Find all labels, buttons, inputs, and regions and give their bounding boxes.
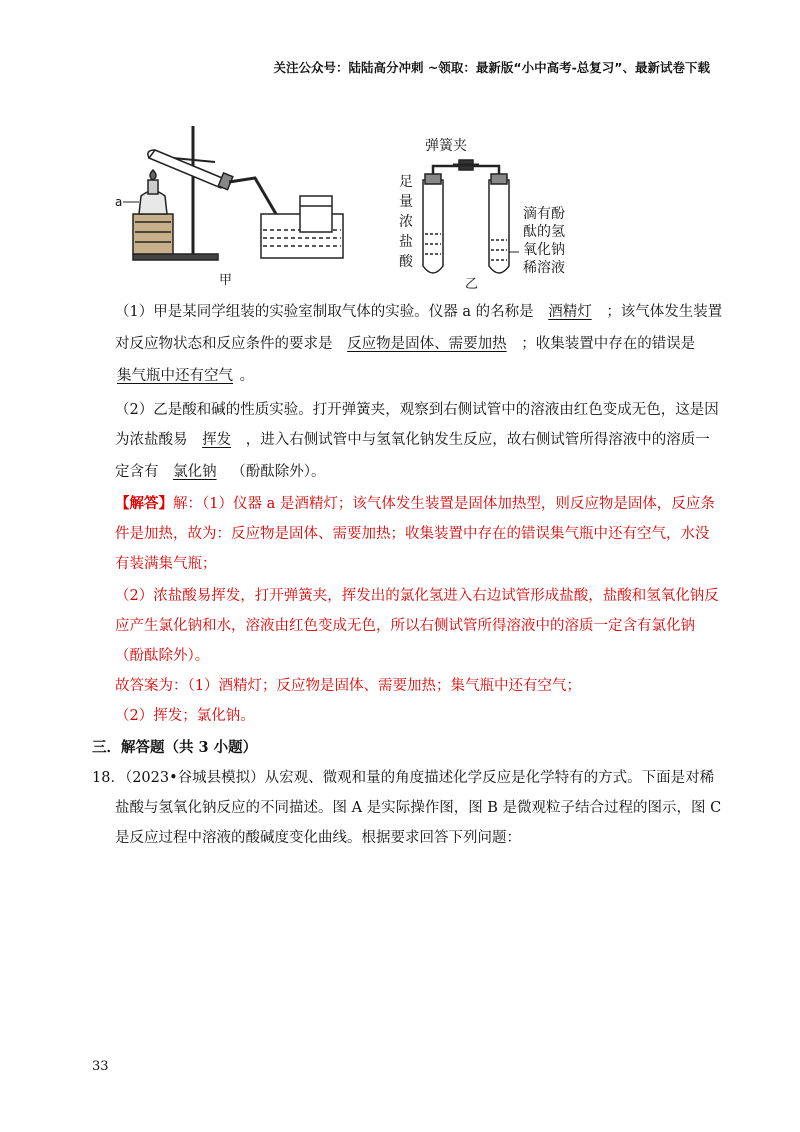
answer-line-5: [115, 616, 708, 636]
label-right-tube-4: 稀溶液: [523, 260, 565, 276]
answer-text: 有装满集气瓶；: [115, 556, 217, 572]
q1-text: 对反应物状态和反应条件的要求是: [115, 336, 333, 352]
q1-blank-2: 反应物是固体、需要加热: [347, 336, 507, 352]
q18-text: 是反应过程中溶液的酸碱度变化曲线。根据要求回答下列问题：: [115, 830, 521, 846]
answer-line-2: [115, 524, 708, 544]
label-clamp: 弹簧夹: [425, 138, 467, 154]
answer-text: 件是加热，故为：反应物是固体、需要加热；收集装置中存在的错误集气瓶中还有空气，水没: [115, 526, 710, 542]
answer-text: 应产生氯化钠和水，溶液由红色变成无色，所以右侧试管所得溶液中的溶质一定含有氯化钠: [115, 618, 695, 634]
answer-text: （酚酞除外）。: [115, 648, 210, 664]
q1-line-3: [115, 366, 708, 386]
apparatus-jia: [123, 126, 343, 260]
answer-final-1: [115, 676, 708, 696]
q2-text: ，进入右侧试管中与氢氧化钠发生反应，故右侧试管所得溶液中的溶质一: [245, 432, 710, 448]
q1-text: 。: [239, 368, 255, 384]
answer-text: 故答案为：（1）酒精灯；反应物是固体、需要加热；集气瓶中还有空气；: [115, 678, 581, 694]
section-title: [92, 738, 708, 758]
q2-text: （酚酞除外）。: [231, 464, 326, 480]
q2-blank-2: 氯化钠: [173, 464, 217, 480]
answer-line-6: [115, 646, 708, 666]
label-left-tube-3: 浓: [399, 214, 413, 230]
apparatus-figure: [115, 122, 595, 294]
answer-line-1: [115, 494, 715, 514]
q2-text: 为浓盐酸易: [115, 432, 188, 448]
label-left-tube-4: 盐: [399, 234, 413, 250]
answer-line-4: [115, 586, 719, 606]
apparatus-yi: [423, 160, 519, 273]
page-header: 关注公众号：陆陆高分冲刺 ~领取：最新版“小中高考-总复习”、最新试卷下载: [273, 60, 710, 75]
section-title-text: 三．解答题（共 3 小题）: [92, 739, 258, 756]
q2-line-1: [115, 400, 719, 420]
q2-text: 定含有: [115, 464, 159, 480]
q1-text: （1）甲是某同学组装的实验室制取气体的实验。仪器 a 的名称是: [115, 304, 534, 320]
q18-line-3: [115, 828, 708, 848]
q18-text: 18．（2023•谷城县模拟）从宏观、微观和量的角度描述化学反应是化学特有的方式。下面是对稀: [92, 770, 715, 786]
q1-blank-3: 集气瓶中还有空气: [117, 368, 233, 384]
label-left-tube-2: 量: [399, 194, 413, 210]
answer-text: （2）浓盐酸易挥发，打开弹簧夹，挥发出的氯化氢进入右边试管形成盐酸，盐酸和氢氧化钠反: [115, 588, 719, 604]
q2-line-2: [115, 430, 708, 450]
label-right-tube-2: 酞的氢: [523, 224, 565, 240]
q2-line-3: [115, 462, 708, 482]
label-jia: 甲: [219, 273, 233, 288]
q1-line-2: [115, 334, 708, 354]
q2-text: （2）乙是酸和碱的性质实验。打开弹簧夹，观察到右侧试管中的溶液由红色变成无色，这是因: [115, 402, 719, 418]
q1-text: ；该气体发生装置: [606, 304, 723, 320]
answer-tag: 【解答】: [115, 495, 173, 512]
label-right-tube-3: 氧化钠: [523, 242, 565, 258]
page-number: 33: [92, 1059, 109, 1074]
q1-line-1: [115, 302, 723, 322]
label-right-tube-1: 滴有酚: [523, 206, 565, 222]
answer-line-3: [115, 554, 708, 574]
label-a: a: [115, 195, 123, 209]
label-yi: 乙: [465, 277, 479, 292]
q1-blank-1: 酒精灯: [548, 304, 592, 320]
answer-text: 解：（1）仪器 a 是酒精灯；该气体发生装置是固体加热型，则反应物是固体，反应条: [173, 496, 715, 512]
answer-final-2: [115, 706, 708, 726]
q18-line-2: [115, 798, 722, 818]
label-left-tube-1: 足: [399, 174, 413, 190]
answer-text: （2）挥发；氯化钠。: [115, 708, 255, 724]
q2-blank-1: 挥发: [202, 432, 232, 448]
q1-text: ；收集装置中存在的错误是: [521, 336, 696, 352]
q18-line-1: [92, 768, 715, 788]
q18-text: 盐酸与氢氧化钠反应的不同描述。图 A 是实际操作图，图 B 是微观粒子结合过程的图示，图 C: [115, 800, 722, 816]
label-left-tube-5: 酸: [399, 254, 413, 270]
